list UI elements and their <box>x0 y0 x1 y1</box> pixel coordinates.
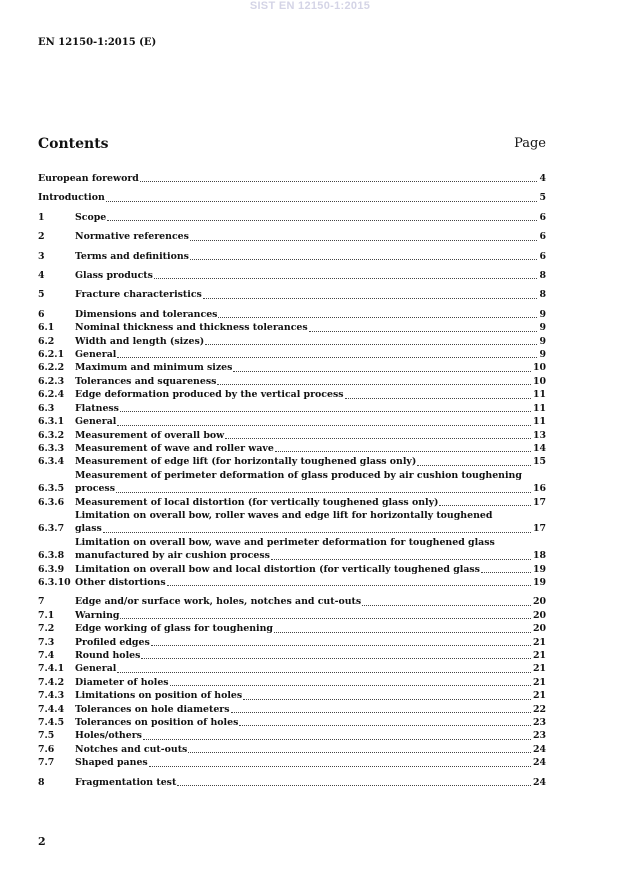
toc-entry-title: Flatness <box>75 402 119 414</box>
toc-entry[interactable] <box>38 230 546 243</box>
toc-entry[interactable] <box>38 321 546 334</box>
toc-entry-title-wrap <box>38 191 539 204</box>
toc-entry-title-wrap <box>75 649 533 662</box>
dot-leader <box>481 572 531 573</box>
toc-entry-number: 6.3.6 <box>38 496 65 508</box>
toc-entry-title-wrap <box>75 230 539 243</box>
toc-entry-number: 6.3.1 <box>38 416 65 428</box>
toc-entry-title: Measurement of edge lift (for horizontally toughened glass only) <box>75 456 417 468</box>
toc-entry-title-wrap <box>75 288 539 301</box>
toc-entry-continuation-line <box>75 549 533 562</box>
dot-leader <box>188 752 531 753</box>
toc-entry-multiline <box>75 509 533 536</box>
dot-leader <box>143 739 531 740</box>
toc-entry[interactable] <box>38 172 546 185</box>
dot-leader <box>225 438 531 439</box>
toc-entry-page: 9 <box>539 322 546 334</box>
toc-entry-title-wrap <box>75 469 533 496</box>
toc-entry[interactable] <box>38 455 546 468</box>
toc-entry-title-wrap <box>38 172 539 185</box>
toc-entry[interactable] <box>38 595 546 608</box>
toc-entry-title: Shaped panes <box>75 757 148 769</box>
toc-entry[interactable] <box>38 662 546 675</box>
toc-entry-page: 21 <box>532 650 546 661</box>
toc-entry[interactable] <box>38 536 546 563</box>
toc-entry-page: 6 <box>539 231 546 243</box>
toc-entry-title: Fracture characteristics <box>75 289 202 301</box>
toc-entry-title-wrap <box>75 348 539 361</box>
toc-entry-title-continued: manufactured by air cushion process <box>75 550 270 562</box>
toc-entry-title: Measurement of local distortion (for vertically toughened glass only) <box>75 496 439 508</box>
toc-entry[interactable] <box>38 563 546 576</box>
toc-entry[interactable] <box>38 509 546 536</box>
toc-entry-title-wrap <box>75 776 533 789</box>
toc-entry-title: Warning <box>75 609 120 621</box>
dot-leader <box>120 411 531 412</box>
toc-entry-title-wrap <box>75 496 533 509</box>
dot-leader <box>271 559 531 560</box>
toc-entry[interactable] <box>38 442 546 455</box>
page-number: 2 <box>38 835 46 848</box>
toc-entry-number: 3 <box>38 250 45 262</box>
dot-leader <box>233 371 531 372</box>
toc-entry[interactable] <box>38 335 546 348</box>
toc-entry-title-wrap <box>75 716 533 729</box>
toc-entry-title-wrap <box>75 211 539 224</box>
toc-entry[interactable] <box>38 402 546 415</box>
toc-entry-title: Tolerances on hole diameters <box>75 703 230 715</box>
toc-entry-page: 11 <box>532 416 546 428</box>
toc-entry-title-wrap <box>75 703 533 716</box>
toc-entry-page: 24 <box>532 776 546 788</box>
dot-leader <box>218 317 537 318</box>
toc-entry-number: 6.3.9 <box>38 563 65 575</box>
toc-entry-title: Normative references <box>75 231 189 243</box>
toc-entry-title-continued: process <box>75 483 115 495</box>
toc-entry-title: Measurement of wave and roller wave <box>75 442 274 454</box>
toc-entry-title-wrap <box>75 335 539 348</box>
toc-entry-title: Edge working of glass for toughening <box>75 623 273 635</box>
toc-entry[interactable] <box>38 308 546 321</box>
toc-entry-number: 7.1 <box>38 609 55 621</box>
toc-entry-title: Limitations on position of holes <box>75 690 243 702</box>
toc-entry[interactable] <box>38 250 546 263</box>
dot-leader <box>274 632 531 633</box>
toc-entry-title: General <box>75 663 117 675</box>
toc-entry[interactable] <box>38 576 546 589</box>
dot-leader <box>107 220 537 221</box>
toc-entry-page: 19 <box>532 563 546 575</box>
toc-entry-title-wrap <box>75 536 533 563</box>
toc-entry-page: 23 <box>532 730 546 742</box>
toc-entry-page: 16 <box>532 483 546 495</box>
toc-entry-number: 7.6 <box>38 743 55 755</box>
toc-entry-number: 2 <box>38 231 45 243</box>
toc-entry-title-wrap <box>75 662 533 675</box>
toc-entry-number: 7.4.3 <box>38 690 65 702</box>
toc-entry-page: 18 <box>532 550 546 562</box>
toc-entry-page: 21 <box>532 663 546 675</box>
toc-entry-title-wrap <box>75 595 533 608</box>
toc-entry-number: 6.2.1 <box>38 349 65 361</box>
toc-entry-page: 11 <box>532 389 546 401</box>
toc-entry-page: 10 <box>532 375 546 387</box>
toc-entry-title: Fragmentation test <box>75 776 177 788</box>
toc-entry[interactable] <box>38 388 546 401</box>
toc-entry-page: 23 <box>532 717 546 729</box>
toc-entry-number: 1 <box>38 211 45 223</box>
dot-leader <box>217 384 531 385</box>
toc-entry-title: Limitation on overall bow, roller waves and edge lift for horizontally toughened <box>75 509 493 521</box>
toc-entry-title-wrap <box>75 756 533 769</box>
toc-entry[interactable] <box>38 496 546 509</box>
toc-entry-page: 19 <box>532 576 546 588</box>
watermark: SIST EN 12150-1:2015 <box>249 0 371 12</box>
toc-entry-number: 6.3.8 <box>38 550 65 562</box>
toc-entry-page: 10 <box>532 362 546 374</box>
toc-entry-page: 14 <box>532 442 546 454</box>
toc-entry-title-wrap <box>75 729 533 742</box>
toc-entry-title: Maximum and minimum sizes <box>75 362 233 374</box>
dot-leader <box>149 766 531 767</box>
dot-leader <box>151 645 531 646</box>
dot-leader <box>120 618 530 619</box>
dot-leader <box>167 585 531 586</box>
toc-entry-number: 6.2 <box>38 335 55 347</box>
toc-entry-title: General <box>75 416 117 428</box>
toc-entry-title-wrap <box>75 509 533 536</box>
toc-entry[interactable] <box>38 676 546 689</box>
toc-entry-page: 6 <box>539 250 546 262</box>
toc-entry-title: Limitation on overall bow, wave and perimeter deformation for toughened glass <box>75 536 495 548</box>
toc-entry-title: European foreword <box>38 173 139 184</box>
toc-entry-title-wrap <box>75 442 533 455</box>
toc-entry-multiline <box>75 536 533 563</box>
toc-entry[interactable] <box>38 636 546 649</box>
toc-entry-title: Terms and definitions <box>75 250 189 262</box>
toc-entry-number: 6.1 <box>38 322 55 334</box>
toc-entry-number: 6.3.2 <box>38 429 65 441</box>
toc-entry-title-wrap <box>75 576 533 589</box>
toc-entry-number: 4 <box>38 270 45 282</box>
toc-entry-title-wrap <box>75 743 533 756</box>
toc-entry-title-wrap <box>75 636 533 649</box>
toc-entry-number: 6.2.4 <box>38 389 65 401</box>
toc-entry-page: 24 <box>532 743 546 755</box>
dot-leader <box>140 181 538 182</box>
toc-entry-number: 6.3.5 <box>38 483 65 495</box>
toc-entry[interactable] <box>38 703 546 716</box>
toc-entry-title: Other distortions <box>75 576 166 588</box>
dot-leader <box>275 451 531 452</box>
toc-entry-number: 7.4.4 <box>38 703 65 715</box>
toc-entry-title-wrap <box>75 388 533 401</box>
toc-entry-title-wrap <box>75 455 533 468</box>
toc-entry-title-wrap <box>75 622 533 635</box>
dot-leader <box>205 344 537 345</box>
toc-entry-title: Holes/others <box>75 730 142 742</box>
toc-entry-number: 6.3 <box>38 402 55 414</box>
dot-leader <box>117 357 537 358</box>
toc-entry-page: 8 <box>539 270 546 282</box>
toc-entry-page: 9 <box>539 349 546 361</box>
dot-leader <box>190 259 538 260</box>
toc-entry-title: Edge deformation produced by the vertical process <box>75 389 344 401</box>
dot-leader <box>239 725 531 726</box>
dot-leader <box>243 699 531 700</box>
toc-entry-number: 7.2 <box>38 623 55 635</box>
toc-entry-number: 6.3.10 <box>38 576 71 588</box>
toc-entry-continuation-line <box>75 522 533 535</box>
dot-leader <box>116 492 531 493</box>
toc-entry[interactable] <box>38 375 546 388</box>
toc-entry-title: Measurement of perimeter deformation of glass produced by air cushion toughening <box>75 469 522 481</box>
dot-leader <box>141 658 531 659</box>
toc-entry-continuation-line <box>75 482 533 495</box>
toc-entry[interactable] <box>38 776 546 789</box>
toc-entry-number: 6.3.3 <box>38 442 65 454</box>
dot-leader <box>154 278 538 279</box>
toc-entry-title: Notches and cut-outs <box>75 743 188 755</box>
toc-entry-page: 8 <box>539 289 546 301</box>
toc-entry-number: 5 <box>38 289 45 301</box>
toc-entry-title-wrap <box>75 308 539 321</box>
toc-entry-number: 6.2.2 <box>38 362 65 374</box>
toc-entry-title-continued: glass <box>75 523 102 535</box>
toc-entry-title: Profiled edges <box>75 636 150 648</box>
toc-entry-number: 7.4.1 <box>38 663 65 675</box>
toc-entry-title-wrap <box>75 402 533 415</box>
dot-leader <box>439 505 530 506</box>
toc-entry-number: 7.5 <box>38 730 55 742</box>
dot-leader <box>190 240 538 241</box>
toc-entry-page: 20 <box>532 623 546 635</box>
toc-entry[interactable] <box>38 211 546 224</box>
toc-entry[interactable] <box>38 269 546 282</box>
toc-entry-page: 9 <box>539 335 546 347</box>
toc-entry-page: 20 <box>532 609 546 621</box>
toc-entry-multiline <box>75 469 533 496</box>
dot-leader <box>117 672 531 673</box>
toc-entry-page: 9 <box>539 308 546 320</box>
toc-entry-title-wrap <box>75 689 533 702</box>
toc-entry-title: Introduction <box>38 192 105 204</box>
toc-entry-page: 22 <box>532 703 546 715</box>
toc-entry[interactable] <box>38 622 546 635</box>
toc-entry-title: Dimensions and tolerances <box>75 308 218 320</box>
toc-entry[interactable] <box>38 716 546 729</box>
toc-entry[interactable] <box>38 191 546 204</box>
toc-entry-title: Glass products <box>75 270 153 282</box>
toc-entry-title: Nominal thickness and thickness tolerances <box>75 322 308 334</box>
toc-entry-title: General <box>75 349 117 361</box>
toc-entry-page: 4 <box>539 173 546 184</box>
toc-entry-page: 15 <box>532 456 546 468</box>
toc-entry-title-wrap <box>75 375 533 388</box>
toc-entry[interactable] <box>38 729 546 742</box>
toc-entry[interactable] <box>38 689 546 702</box>
toc-entry-title: Diameter of holes <box>75 676 169 688</box>
toc-entry-page: 24 <box>532 757 546 769</box>
dot-leader <box>117 425 531 426</box>
toc-entry[interactable] <box>38 756 546 769</box>
toc-entry[interactable] <box>38 361 546 374</box>
toc-entry-title: Edge and/or surface work, holes, notches and cut-outs <box>75 596 362 608</box>
toc-entry[interactable] <box>38 415 546 428</box>
dot-leader <box>309 331 538 332</box>
toc-entry-title: Limitation on overall bow and local distortion (for vertically toughened glass <box>75 563 480 575</box>
toc-entry-number: 6 <box>38 308 45 320</box>
toc-entry-number: 7.4.2 <box>38 676 65 688</box>
toc-entry-number: 6.3.4 <box>38 456 65 468</box>
toc-entry-number: 7.3 <box>38 636 55 648</box>
toc-entry-number: 6.2.3 <box>38 375 65 387</box>
toc-entry-page: 17 <box>532 523 546 535</box>
toc-entry[interactable] <box>38 649 546 662</box>
toc-entry[interactable] <box>38 609 546 622</box>
toc-entry[interactable] <box>38 348 546 361</box>
dot-leader <box>103 532 531 533</box>
toc-entry-page: 6 <box>539 211 546 223</box>
toc-entry-number: 7.7 <box>38 757 55 769</box>
toc-entry-title: Measurement of overall bow <box>75 429 225 441</box>
toc-entry-page: 13 <box>532 429 546 441</box>
toc-entry-title-wrap <box>75 563 533 576</box>
toc-entry[interactable] <box>38 743 546 756</box>
toc-entry[interactable] <box>38 469 546 496</box>
toc-entry-title: Width and length (sizes) <box>75 335 205 347</box>
toc-entry-page: 11 <box>532 402 546 414</box>
table-of-contents <box>38 172 546 789</box>
toc-entry-number: 7.4.5 <box>38 717 65 729</box>
dot-leader <box>177 785 531 786</box>
toc-entry-title-wrap <box>75 321 539 334</box>
dot-leader <box>362 605 531 606</box>
toc-entry-number: 8 <box>38 776 45 788</box>
toc-entry-title-wrap <box>75 361 533 374</box>
dot-leader <box>170 685 531 686</box>
toc-entry-title: Tolerances on position of holes <box>75 717 239 729</box>
dot-leader <box>417 465 531 466</box>
toc-entry-page: 21 <box>532 676 546 688</box>
dot-leader <box>203 298 538 299</box>
document-id: EN 12150-1:2015 (E) <box>38 37 157 48</box>
dot-leader <box>231 712 531 713</box>
toc-entry[interactable] <box>38 288 546 301</box>
toc-entry-title-wrap <box>75 415 533 428</box>
toc-entry-page: 17 <box>532 496 546 508</box>
toc-entry-page: 20 <box>532 596 546 608</box>
page-column-label: Page <box>514 136 546 151</box>
toc-entry-number: 7 <box>38 596 45 608</box>
toc-entry-title: Tolerances and squareness <box>75 375 217 387</box>
toc-entry-title-wrap <box>75 429 533 442</box>
toc-entry-page: 21 <box>532 690 546 702</box>
toc-entry-title: Round holes <box>75 650 141 661</box>
dot-leader <box>106 201 538 202</box>
toc-entry-title-wrap <box>75 609 533 622</box>
dot-leader <box>345 398 531 399</box>
contents-heading: Contents <box>38 136 109 152</box>
toc-entry-page: 5 <box>539 192 546 204</box>
toc-entry-title-wrap <box>75 676 533 689</box>
toc-entry[interactable] <box>38 429 546 442</box>
toc-entry-title-wrap <box>75 250 539 263</box>
toc-entry-page: 21 <box>532 636 546 648</box>
toc-entry-title: Scope <box>75 211 107 223</box>
toc-entry-number: 7.4 <box>38 650 55 661</box>
toc-entry-number: 6.3.7 <box>38 523 65 535</box>
toc-entry-title-wrap <box>75 269 539 282</box>
